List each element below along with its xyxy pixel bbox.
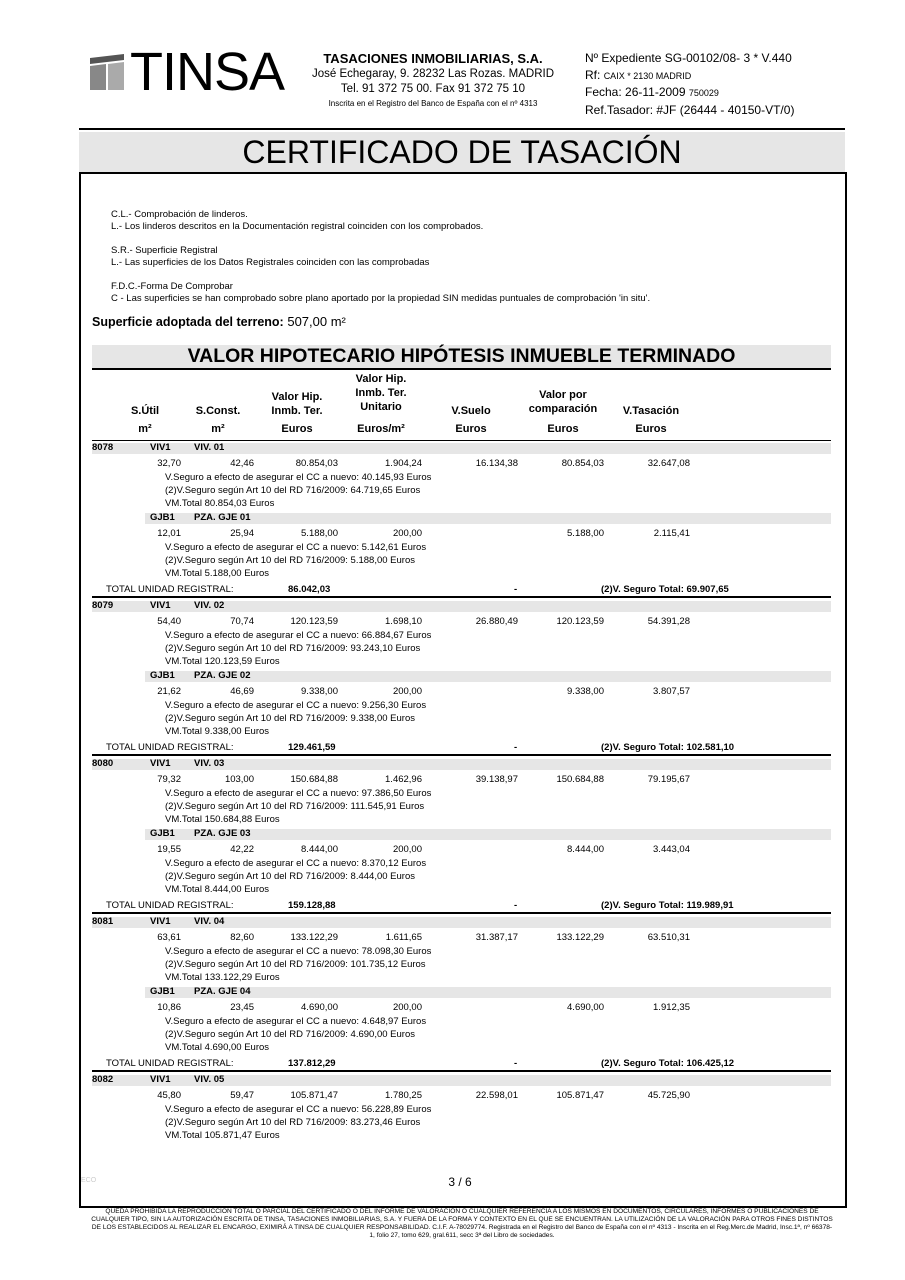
insurance-line: (2)V.Seguro según Art 10 del RD 716/2009: 64.719,65 Euros xyxy=(165,485,421,496)
table-cell: 133.122,29 xyxy=(556,932,604,943)
table-cell: 200,00 xyxy=(392,1002,422,1013)
column-label: S.Const. xyxy=(195,405,241,417)
certificate-title: CERTIFICADO DE TASACIÓN xyxy=(79,132,845,172)
total-label: TOTAL UNIDAD REGISTRAL: xyxy=(106,584,234,595)
insurance-line: (2)V.Seguro según Art 10 del RD 716/2009: 4.690,00 Euros xyxy=(165,1029,415,1040)
insurance-line: VM.Total 80.854,03 Euros xyxy=(165,498,275,509)
table-cell: 79,32 xyxy=(157,774,181,785)
group-code: 8078 xyxy=(92,442,114,453)
stamp: ECO xyxy=(81,1177,97,1184)
section-title: VALOR HIPOTECARIO HIPÓTESIS INMUEBLE TERMINADO xyxy=(92,345,831,368)
insurance-line: V.Seguro a efecto de asegurar el CC a nuevo: 78.098,30 Euros xyxy=(165,946,432,957)
group-separator xyxy=(92,912,831,914)
table-cell: 32.647,08 xyxy=(647,458,690,469)
group-separator xyxy=(92,754,831,756)
insurance-line: VM.Total 5.188,00 Euros xyxy=(165,568,270,579)
table-cell: 9.338,00 xyxy=(301,686,338,697)
column-unit: m² xyxy=(211,423,225,435)
total-label: TOTAL UNIDAD REGISTRAL: xyxy=(106,742,234,753)
insurance-line: VM.Total 105.871,47 Euros xyxy=(165,1130,280,1141)
unit-name: VIV. 04 xyxy=(194,916,225,927)
unit-name: PZA. GJE 02 xyxy=(194,670,251,681)
insurance-line: VM.Total 150.684,88 Euros xyxy=(165,814,280,825)
insurance-line: V.Seguro a efecto de asegurar el CC a nuevo: 4.648,97 Euros xyxy=(165,1016,427,1027)
insurance-line: V.Seguro a efecto de asegurar el CC a nuevo: 97.386,50 Euros xyxy=(165,788,432,799)
unit-type: GJB1 xyxy=(150,828,175,839)
table-cell: 80.854,03 xyxy=(295,458,338,469)
column-unit: m² xyxy=(138,423,152,435)
insurance-line: V.Seguro a efecto de asegurar el CC a nuevo: 56.228,89 Euros xyxy=(165,1104,432,1115)
table-cell: 1.611,65 xyxy=(385,932,422,943)
column-label: Valor Hip. Inmb. Ter. xyxy=(271,391,323,417)
table-cell: 9.338,00 xyxy=(567,686,604,697)
table-cell: 3.443,04 xyxy=(653,844,690,855)
unit-type: GJB1 xyxy=(150,670,175,681)
page-number: 3 / 6 xyxy=(448,1175,472,1189)
table-cell: 8.444,00 xyxy=(567,844,604,855)
unit-type: GJB1 xyxy=(150,986,175,997)
table-cell: 1.904,24 xyxy=(385,458,422,469)
table-cell: 82,60 xyxy=(230,932,254,943)
column-label: V.Suelo xyxy=(451,405,491,417)
table-cell: 150.684,88 xyxy=(290,774,338,785)
reference-block xyxy=(585,50,794,118)
unit-name: PZA. GJE 01 xyxy=(194,512,251,523)
table-cell: 46,69 xyxy=(230,686,254,697)
insurance-line: VM.Total 4.690,00 Euros xyxy=(165,1042,270,1053)
table-cell: 120.123,59 xyxy=(556,616,604,627)
table-cell: 1.780,25 xyxy=(385,1090,422,1101)
unit-type: VIV1 xyxy=(150,758,171,769)
tinsa-logo-text: TINSA xyxy=(130,42,285,102)
unit-name: VIV. 03 xyxy=(194,758,225,769)
group-code: 8080 xyxy=(92,758,114,769)
table-cell: 4.690,00 xyxy=(567,1002,604,1013)
group-code: 8081 xyxy=(92,916,114,927)
column-label: Valor por comparación xyxy=(528,389,598,415)
table-cell: 39.138,97 xyxy=(475,774,518,785)
table-cell: 1.912,35 xyxy=(653,1002,690,1013)
unit-type: VIV1 xyxy=(150,442,171,453)
seguro-total: (2)V. Seguro Total: 102.581,10 xyxy=(601,742,735,753)
tasador-ref: Ref.Tasador: #JF (26444 - 40150-VT/0) xyxy=(585,102,795,117)
unit-name: VIV. 02 xyxy=(194,600,225,611)
insurance-line: V.Seguro a efecto de asegurar el CC a nuevo: 9.256,30 Euros xyxy=(165,700,427,711)
rf-ref: Rf: CAIX * 2130 MADRID xyxy=(585,67,692,82)
unit-type: VIV1 xyxy=(150,916,171,927)
column-label: S.Útil xyxy=(130,405,160,417)
column-unit: Euros xyxy=(281,423,313,435)
table-cell: 45,80 xyxy=(157,1090,181,1101)
table-cell: 150.684,88 xyxy=(556,774,604,785)
table-cell: 79.195,67 xyxy=(647,774,690,785)
fecha-ref: Fecha: 26-11-2009 750029 xyxy=(585,85,719,99)
header-rule xyxy=(92,440,831,441)
group-separator xyxy=(92,596,831,598)
group-code: 8079 xyxy=(92,600,114,611)
table-cell: 45.725,90 xyxy=(647,1090,690,1101)
rf-value: CAIX * 2130 MADRID xyxy=(603,70,692,81)
column-unit: Euros xyxy=(455,423,487,435)
column-unit: Euros xyxy=(547,423,579,435)
header-divider xyxy=(79,128,845,130)
unit-name: VIV. 01 xyxy=(194,442,225,453)
table-cell: 25,94 xyxy=(230,528,254,539)
company-address: José Echegaray, 9. 28232 Las Rozas. MADRID xyxy=(311,68,555,80)
table-cell: 200,00 xyxy=(392,844,422,855)
seguro-total: (2)V. Seguro Total: 69.907,65 xyxy=(601,584,729,595)
table-cell: 26.880,49 xyxy=(475,616,518,627)
total-value: 159.128,88 xyxy=(288,900,336,911)
column-label: V.Tasación xyxy=(622,405,680,417)
total-dash: - xyxy=(514,900,518,911)
insurance-line: (2)V.Seguro según Art 10 del RD 716/2009: 83.273,46 Euros xyxy=(165,1117,421,1128)
fecha-code: 750029 xyxy=(688,88,719,98)
table-cell: 8.444,00 xyxy=(301,844,338,855)
legal-footer: QUEDA PROHIBIDA LA REPRODUCCIÓN TOTAL O PARCIAL DEL CERTIFICADO O DEL INFORME DE VALORACIÓN O CUALQUIER REFERENCIA A LOS MISMOS EN DOCUMENTOS, CIRCULARES, INFORMES O PUBLICACIONES DE CUALQUIER TIPO, SIN LA AUTORIZACIÓN ESCRITA DE TINSA, TASACIONES INMOBILIARIAS, S.A. Y FUERA DE LA FORMA Y CONTEXTO EN EL QUE SE ENCUENTRAN. LA UTILIZACIÓN DE LA VALORACIÓN PARA OTROS FINES DISTINTOS DE LOS ESTABLECIDOS AL REALIZAR EL ENCARGO, EXIMIRÁ A TINSA DE CUALQUIER RESPONSABILIDAD. C.I.F. A-78029774. Registrada en el Registro del Banco de España con el nº 4313 - Inscrita en el Reg.Merc.de Madrid, Insc.1ª, nº 66378-1, folio 27, tomo 629, gral.611, secc 3ª del Libro de sociedades. xyxy=(91,1208,833,1239)
table-cell: 2.115,41 xyxy=(653,528,690,539)
insurance-line: VM.Total 8.444,00 Euros xyxy=(165,884,270,895)
total-value: 86.042,03 xyxy=(288,584,331,595)
insurance-line: V.Seguro a efecto de asegurar el CC a nuevo: 66.884,67 Euros xyxy=(165,630,432,641)
table-cell: 1.462,96 xyxy=(385,774,422,785)
surface-value: 507,00 m² xyxy=(287,314,346,329)
insurance-line: V.Seguro a efecto de asegurar el CC a nuevo: 5.142,61 Euros xyxy=(165,542,427,553)
table-cell: 54,40 xyxy=(157,616,181,627)
table-cell: 105.871,47 xyxy=(556,1090,604,1101)
total-dash: - xyxy=(514,742,518,753)
insurance-line: (2)V.Seguro según Art 10 del RD 716/2009: 93.243,10 Euros xyxy=(165,643,421,654)
insurance-line: (2)V.Seguro según Art 10 del RD 716/2009: 5.188,00 Euros xyxy=(165,555,415,566)
total-dash: - xyxy=(514,1058,518,1069)
unit-name: PZA. GJE 03 xyxy=(194,828,251,839)
group-separator xyxy=(92,1070,831,1072)
table-cell: 5.188,00 xyxy=(567,528,604,539)
insurance-line: (2)V.Seguro según Art 10 del RD 716/2009: 101.735,12 Euros xyxy=(165,959,426,970)
tinsa-logo-mark-icon xyxy=(88,52,128,92)
table-cell: 1.698,10 xyxy=(385,616,422,627)
insurance-line: (2)V.Seguro según Art 10 del RD 716/2009: 111.545,91 Euros xyxy=(165,801,425,812)
total-label: TOTAL UNIDAD REGISTRAL: xyxy=(106,1058,234,1069)
note-forma: F.D.C.-Forma De Comprobar C - Las superficies se han comprobado sobre plano aportado por la propiedad SIN medidas puntuales de comprobación 'in situ'. xyxy=(111,281,651,304)
company-phone: Tel. 91 372 75 00. Fax 91 372 75 10 xyxy=(340,83,526,95)
table-cell: 200,00 xyxy=(392,528,422,539)
table-cell: 32,70 xyxy=(157,458,181,469)
insurance-line: (2)V.Seguro según Art 10 del RD 716/2009: 9.338,00 Euros xyxy=(165,713,415,724)
table-cell: 103,00 xyxy=(224,774,254,785)
unit-type: VIV1 xyxy=(150,1074,171,1085)
note-linderos: C.L.- Comprobación de linderos. L.- Los linderos descritos en la Documentación registral coinciden con los comprobados. xyxy=(111,209,484,232)
table-cell: 16.134,38 xyxy=(475,458,518,469)
table-cell: 5.188,00 xyxy=(301,528,338,539)
seguro-total: (2)V. Seguro Total: 119.989,91 xyxy=(601,900,734,911)
total-dash: - xyxy=(514,584,518,595)
table-cell: 80.854,03 xyxy=(561,458,604,469)
table-cell: 200,00 xyxy=(392,686,422,697)
table-cell: 12,01 xyxy=(157,528,181,539)
section-divider xyxy=(92,368,831,370)
table-cell: 3.807,57 xyxy=(653,686,690,697)
insurance-line: V.Seguro a efecto de asegurar el CC a nuevo: 40.145,93 Euros xyxy=(165,472,432,483)
column-label: Valor Hip. Inmb. Ter. Unitario xyxy=(355,373,407,413)
seguro-total: (2)V. Seguro Total: 106.425,12 xyxy=(601,1058,735,1069)
unit-type: VIV1 xyxy=(150,600,171,611)
table-cell: 10,86 xyxy=(157,1002,181,1013)
note-superficie: S.R.- Superficie Registral L.- Las superficies de los Datos Registrales coinciden con las comprobadas xyxy=(111,245,430,268)
company-info xyxy=(296,51,570,111)
table-cell: 54.391,28 xyxy=(647,616,690,627)
table-cell: 70,74 xyxy=(230,616,254,627)
table-cell: 63,61 xyxy=(157,932,181,943)
surface-adopted xyxy=(92,314,346,329)
insurance-line: VM.Total 133.122,29 Euros xyxy=(165,972,280,983)
surface-label: Superficie adoptada del terreno: xyxy=(92,315,284,329)
unit-type: GJB1 xyxy=(150,512,175,523)
insurance-line: (2)V.Seguro según Art 10 del RD 716/2009: 8.444,00 Euros xyxy=(165,871,415,882)
total-label: TOTAL UNIDAD REGISTRAL: xyxy=(106,900,234,911)
unit-name: VIV. 05 xyxy=(194,1074,225,1085)
insurance-line: VM.Total 9.338,00 Euros xyxy=(165,726,270,737)
table-cell: 120.123,59 xyxy=(290,616,338,627)
total-value: 129.461,59 xyxy=(288,742,336,753)
table-cell: 63.510,31 xyxy=(647,932,690,943)
table-cell: 59,47 xyxy=(230,1090,254,1101)
table-cell: 19,55 xyxy=(157,844,181,855)
table-cell: 42,22 xyxy=(230,844,254,855)
insurance-line: VM.Total 120.123,59 Euros xyxy=(165,656,280,667)
company-registry: Inscrita en el Registro del Banco de España con el nº 4313 xyxy=(328,99,538,108)
table-cell: 105.871,47 xyxy=(290,1090,338,1101)
table-cell: 21,62 xyxy=(157,686,181,697)
table-cell: 22.598,01 xyxy=(475,1090,518,1101)
group-code: 8082 xyxy=(92,1074,114,1085)
column-unit: Euros xyxy=(635,423,667,435)
unit-name: PZA. GJE 04 xyxy=(194,986,251,997)
column-unit: Euros/m² xyxy=(357,423,405,435)
company-name: TASACIONES INMOBILIARIAS, S.A. xyxy=(323,51,543,66)
table-cell: 31.387,17 xyxy=(475,932,518,943)
table-cell: 23,45 xyxy=(230,1002,254,1013)
table-cell: 42,46 xyxy=(230,458,254,469)
table-cell: 4.690,00 xyxy=(301,1002,338,1013)
table-cell: 133.122,29 xyxy=(290,932,338,943)
insurance-line: V.Seguro a efecto de asegurar el CC a nuevo: 8.370,12 Euros xyxy=(165,858,427,869)
expediente-ref: Nº Expediente SG-00102/08- 3 * V.440 xyxy=(585,51,792,65)
total-value: 137.812,29 xyxy=(288,1058,336,1069)
